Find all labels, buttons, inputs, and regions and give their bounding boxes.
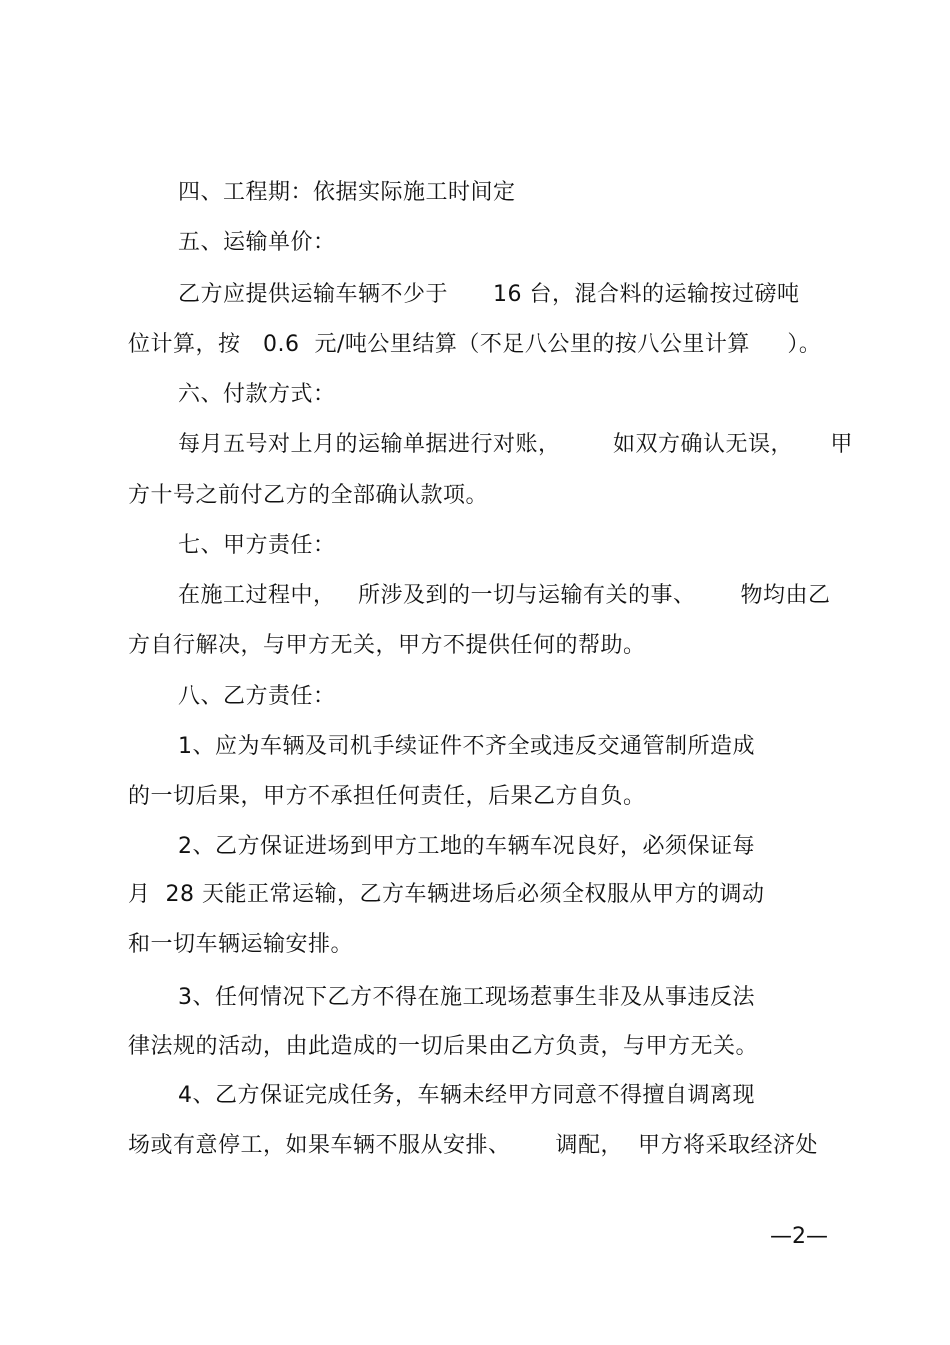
clause-8-item-1-line-2: 的一切后果，甲方不承担任何责任，后果乙方自负。 [128, 784, 646, 809]
clause-5-heading: 五、运输单价： [178, 230, 336, 255]
clause-8-heading: 八、乙方责任： [178, 684, 336, 709]
clause-8-item-3-line-1: 3、任何情况下乙方不得在施工现场惹事生非及从事违反法 [178, 985, 755, 1010]
clause-7-text-line-2: 方自行解决，与甲方无关，甲方不提供任何的帮助。 [128, 633, 646, 658]
clause-7-text-line-1: 在施工过程中， 所涉及到的一切与运输有关的事、 物均由乙 [178, 583, 831, 608]
clause-8-item-2-line-1: 2、乙方保证进场到甲方工地的车辆车况良好，必须保证每 [178, 834, 755, 859]
clause-5-text-line-1: 乙方应提供运输车辆不少于 16 台，混合料的运输按过磅吨 [178, 282, 800, 307]
page-number: —2— [770, 1224, 828, 1249]
clause-8-item-4-line-2: 场或有意停工，如果车辆不服从安排、 调配， 甲方将采取经济处 [128, 1133, 818, 1158]
clause-6-text-line-1: 每月五号对上月的运输单据进行对账， 如双方确认无误， 甲 [178, 432, 853, 457]
clause-8-item-2-line-3: 和一切车辆运输安排。 [128, 932, 354, 957]
clause-4-heading: 四、工程期：依据实际施工时间定 [178, 180, 516, 205]
clause-8-item-1-line-1: 1、应为车辆及司机手续证件不齐全或违反交通管制所造成 [178, 734, 755, 759]
clause-6-text-line-2: 方十号之前付乙方的全部确认款项。 [128, 483, 489, 508]
clause-6-heading: 六、付款方式： [178, 382, 336, 407]
clause-5-text-line-2: 位计算，按 0.6 元/吨公里结算（不足八公里的按八公里计算 ）。 [128, 332, 822, 357]
clause-8-item-3-line-2: 律法规的活动，由此造成的一切后果由乙方负责，与甲方无关。 [128, 1034, 759, 1059]
clause-8-item-4-line-1: 4、乙方保证完成任务，车辆未经甲方同意不得擅自调离现 [178, 1083, 755, 1108]
clause-7-heading: 七、甲方责任： [178, 533, 336, 558]
clause-8-item-2-line-2: 月 28 天能正常运输，乙方车辆进场后必须全权服从甲方的调动 [128, 882, 765, 907]
